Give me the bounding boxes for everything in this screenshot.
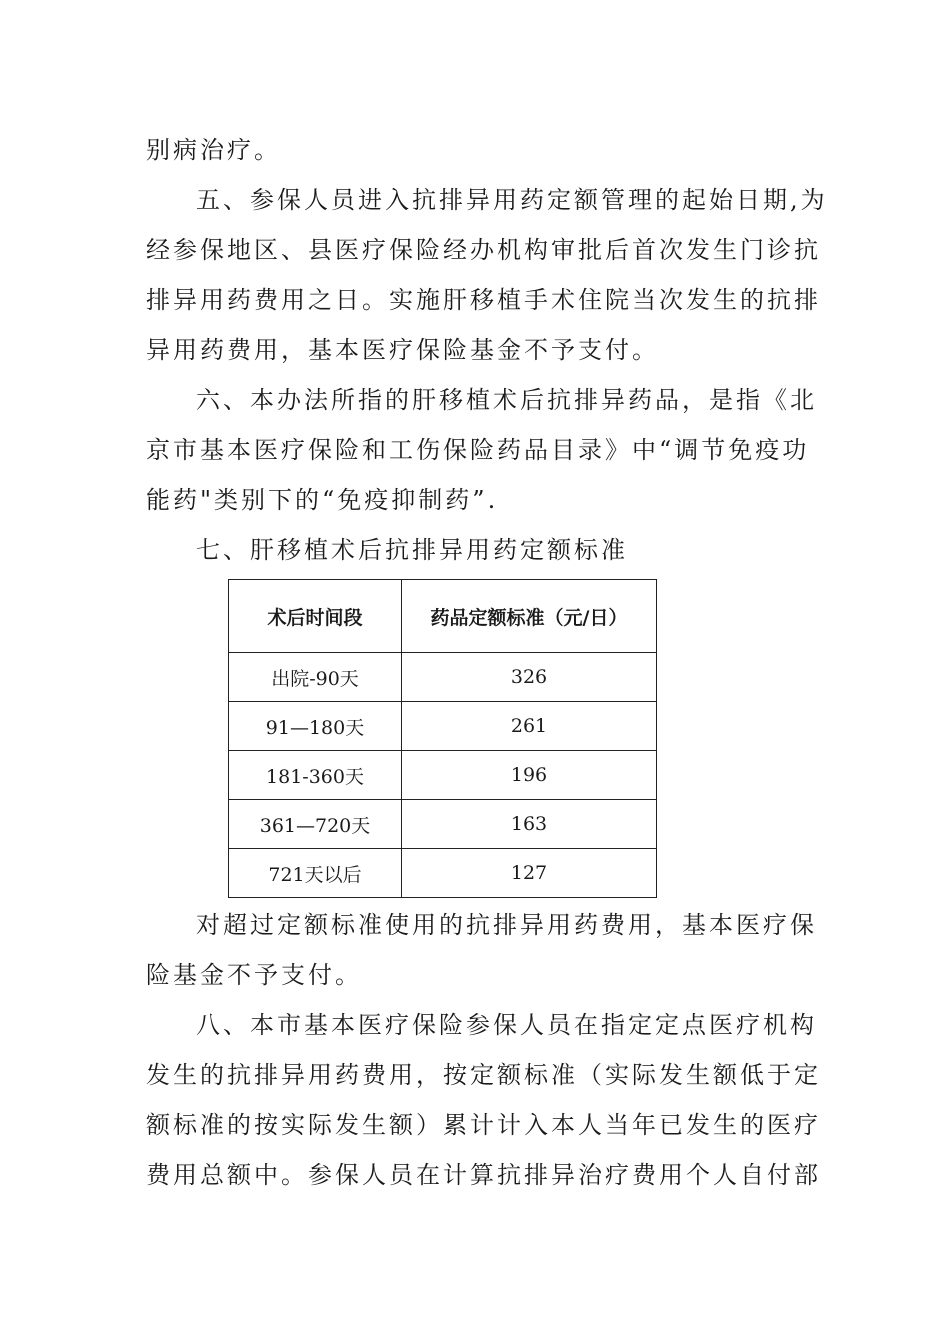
text-line: 七、肝移植术后抗排异用药定额标准 [196,536,628,564]
table-cell-period: 出院-90天 [229,653,402,702]
table-header-period: 术后时间段 [229,580,402,653]
text-line: 经参保地区、县医疗保险经办机构审批后首次发生门诊抗 [146,236,821,264]
quota-standard-table [228,579,657,898]
text-line: 六、本办法所指的肝移植术后抗排异药品，是指《北 [196,386,817,414]
table-cell-standard: 326 [402,653,657,702]
body-text-before-table [146,125,828,575]
paragraph [146,900,817,1000]
body-text-after-table [146,900,821,1200]
paragraph [146,1000,821,1200]
table-cell-period: 91—180天 [229,702,402,751]
document-page [146,125,828,1200]
paragraph [146,375,817,525]
text-line: 五、参保人员进入抗排异用药定额管理的起始日期,为 [196,186,828,214]
text-line: 险基金不予支付。 [146,961,362,989]
table-row [229,751,657,800]
table-cell-standard: 163 [402,800,657,849]
table-cell-standard: 261 [402,702,657,751]
text-line: 异用药费用，基本医疗保险基金不予支付。 [146,336,659,364]
table-row [229,702,657,751]
paragraph [146,525,806,575]
text-line: 额标准的按实际发生额）累计计入本人当年已发生的医疗 [146,1111,821,1139]
text-line: 费用总额中。参保人员在计算抗排异治疗费用个人自付部 [146,1161,821,1189]
text-line: 别病治疗。 [146,136,281,164]
table-row [229,800,657,849]
text-line: 排异用药费用之日。实施肝移植手术住院当次发生的抗排 [146,286,821,314]
text-line: 京市基本医疗保险和工伤保险药品目录》中“调节免疫功 [146,436,810,464]
text-line: 八、本市基本医疗保险参保人员在指定定点医疗机构 [196,1011,817,1039]
paragraph [146,125,806,175]
table-cell-standard: 196 [402,751,657,800]
table-header-standard: 药品定额标准（元/日） [402,580,657,653]
text-line: 能药"类别下的“免疫抑制药”. [146,486,499,514]
table-row [229,653,657,702]
table-header-row [229,580,657,653]
table-cell-period: 361—720天 [229,800,402,849]
text-line: 发生的抗排异用药费用，按定额标准（实际发生额低于定 [146,1061,821,1089]
table-cell-period: 181-360天 [229,751,402,800]
table-cell-period: 721天以后 [229,849,402,898]
table-cell-standard: 127 [402,849,657,898]
table-row [229,849,657,898]
text-line: 对超过定额标准使用的抗排异用药费用，基本医疗保 [196,911,817,939]
paragraph [146,175,828,375]
